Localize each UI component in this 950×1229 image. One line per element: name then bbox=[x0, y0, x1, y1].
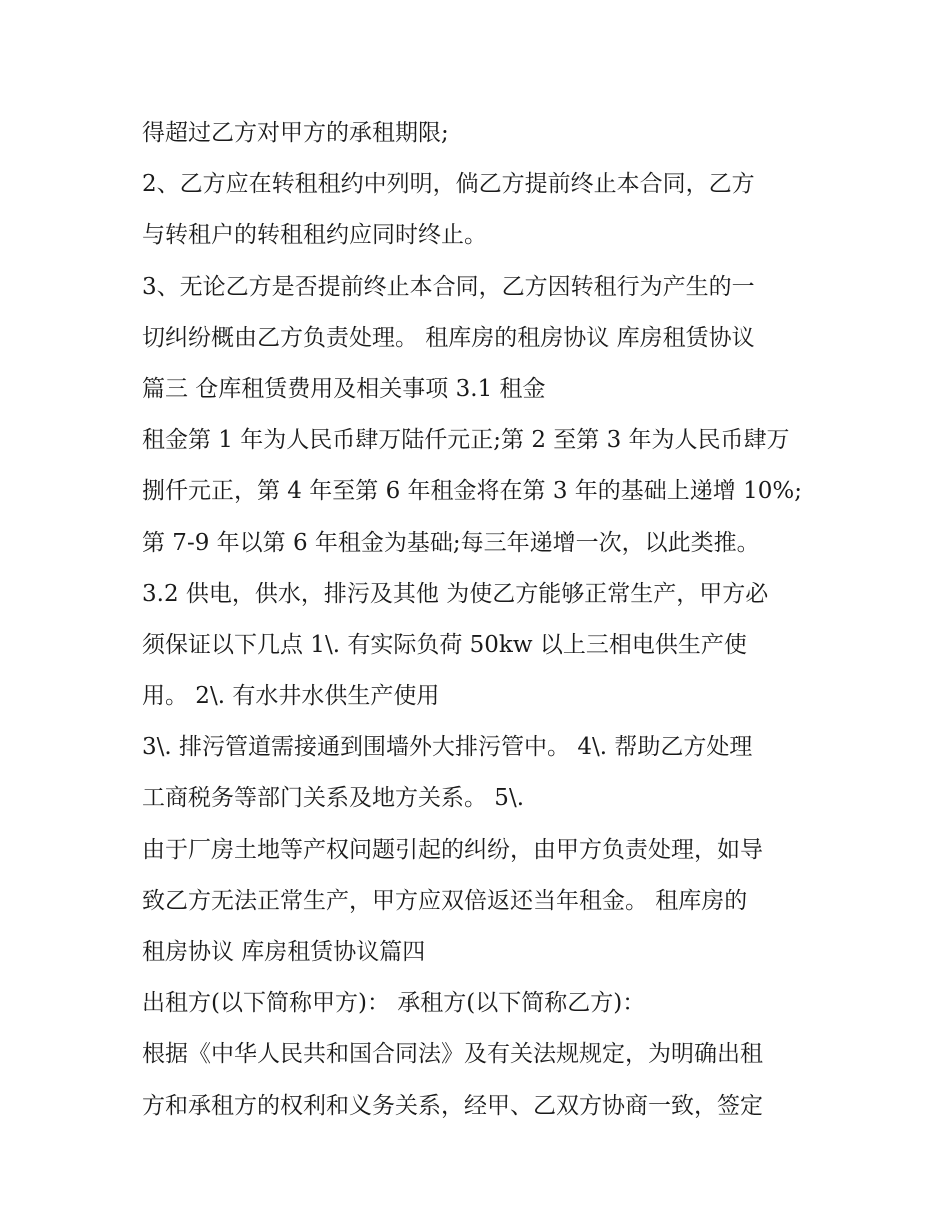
text-line: 得超过乙方对甲方的承租期限; bbox=[142, 120, 449, 146]
text-line: 捌仟元正，第 4 年至第 6 年租金将在第 3 年的基础上递增 10%; bbox=[142, 478, 802, 505]
text-line: 由于厂房土地等产权问题引起的纠纷，由甲方负责处理，如导 bbox=[142, 836, 763, 863]
text-line: 2、乙方应在转租租约中列明，倘乙方提前终止本合同，乙方 bbox=[142, 171, 755, 198]
text-line: 切纠纷概由乙方负责处理。 租库房的租房协议 库房租赁协议 bbox=[142, 324, 755, 351]
text-line: 第 7-9 年以第 6 年租金为基础;每三年递增一次，以此类推。 bbox=[142, 529, 760, 556]
text-line: 出租方(以下简称甲方)： 承租方(以下简称乙方)： bbox=[142, 990, 646, 1017]
text-line: 3\. 排污管道需接通到围墙外大排污管中。 4\. 帮助乙方处理 bbox=[142, 734, 753, 761]
text-line: 篇三 仓库租赁费用及相关事项 3.1 租金 bbox=[142, 375, 546, 402]
text-line: 须保证以下几点 1\. 有实际负荷 50kw 以上三相电供生产使 bbox=[142, 631, 747, 658]
text-line: 3、无论乙方是否提前终止本合同，乙方因转租行为产生的一 bbox=[142, 273, 755, 300]
text-line: 工商税务等部门关系及地方关系。 5\. bbox=[142, 785, 525, 812]
text-line: 用。 2\. 有水井水供生产使用 bbox=[142, 683, 440, 710]
text-line: 3.2 供电，供水，排污及其他 为使乙方能够正常生产，甲方必 bbox=[142, 580, 769, 607]
text-line: 方和承租方的权利和义务关系，经甲、乙双方协商一致，签定 bbox=[142, 1092, 763, 1119]
text-line: 租房协议 库房租赁协议篇四 bbox=[142, 939, 426, 965]
text-line: 致乙方无法正常生产，甲方应双倍返还当年租金。 租库房的 bbox=[142, 887, 748, 914]
text-line: 根据《中华人民共和国合同法》及有关法规规定，为明确出租 bbox=[142, 1041, 763, 1068]
document-body bbox=[142, 108, 822, 1132]
text-line: 租金第 1 年为人民币肆万陆仟元正;第 2 至第 3 年为人民币肆万 bbox=[142, 427, 790, 454]
text-line: 与转租户的转租租约应同时终止。 bbox=[142, 222, 487, 249]
